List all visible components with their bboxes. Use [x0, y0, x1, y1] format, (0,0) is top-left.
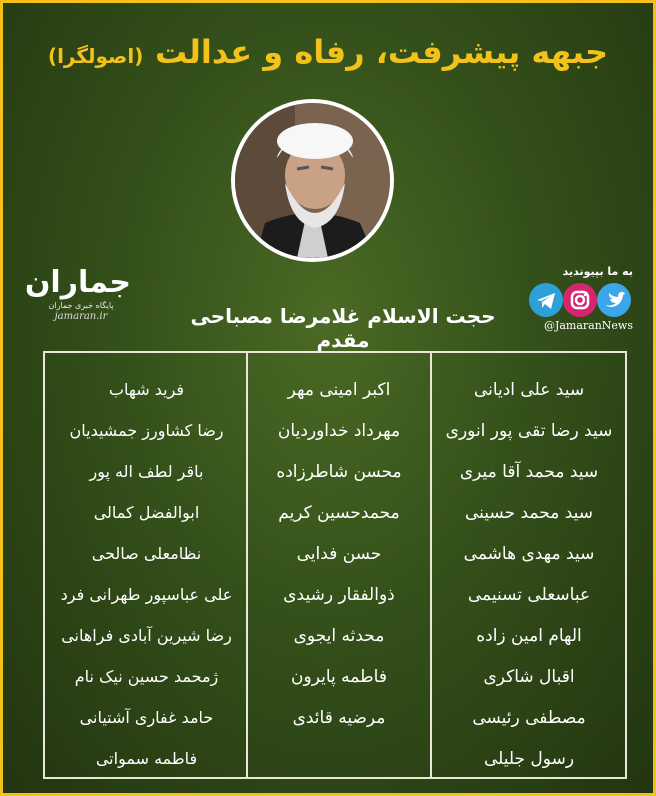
list-item: محسن شاطرزاده [276, 462, 402, 482]
list-item: رسول جلیلی [483, 749, 575, 769]
list-item: سید رضا تقی پور انوری [445, 421, 613, 441]
candidate-list-table [43, 351, 627, 779]
list-item: رضا کشاورز جمشیدیان [69, 421, 224, 440]
list-item: محدثه ایجوی [293, 626, 385, 646]
logo-tagline: پایگاه خبری جماران [48, 301, 114, 310]
logo-site: jamaran.ir [54, 311, 108, 322]
list-item: نظامعلی صالحی [91, 544, 202, 563]
telegram-icon[interactable] [529, 283, 563, 317]
list-item: محمدحسین کریم [278, 503, 400, 523]
list-item: سید مهدی هاشمی [463, 544, 595, 564]
list-item: مصطفی رئیسی [472, 708, 586, 728]
list-item: الهام امین زاده [476, 626, 582, 646]
list-item: حامد غفاری آشتیانی [79, 708, 214, 727]
list-item: فاطمه پایرون [291, 667, 387, 687]
header-title [3, 33, 653, 71]
twitter-icon[interactable] [597, 283, 631, 317]
social-links [529, 265, 633, 335]
instagram-icon[interactable] [563, 283, 597, 317]
list-item: علی عباسپور طهرانی فرد [60, 585, 233, 604]
list-item: ژمحمد حسین نیک نام [74, 667, 219, 686]
jamaran-logo [24, 265, 131, 335]
list-item: اکبر امینی مهر [287, 380, 391, 400]
list-item: مهرداد خداوردیان [277, 421, 401, 441]
candidate-name: حجت الاسلام غلامرضا مصباحی مقدم [190, 304, 496, 352]
social-icons [529, 281, 633, 319]
list-item: ذوالفقار رشیدی [283, 585, 395, 605]
social-handle[interactable]: @JamaranNews [543, 319, 633, 332]
list-item: سید محمد حسینی [464, 503, 594, 523]
logo-mark: جماران [24, 265, 131, 300]
list-item: سید علی ادیانی [473, 380, 585, 400]
list-item: حسن فدایی [296, 544, 382, 564]
list-item: باقر لطف اله پور [89, 462, 204, 481]
list-item: اقبال شاکری [483, 667, 575, 687]
list-item: سید محمد آقا میری [459, 462, 599, 482]
list-item: رضا شیرین آبادی فراهانی [61, 626, 232, 645]
candidate-portrait [231, 99, 394, 262]
portrait-image [235, 103, 390, 258]
list-item: ابوالفضل کمالی [93, 503, 200, 522]
list-item: فاطمه سمواتی [95, 749, 198, 768]
list-column-1 [433, 353, 625, 777]
list-item: عباسعلی تسنیمی [467, 585, 591, 605]
list-item: مرضیه قائدی [292, 708, 386, 728]
page-subtitle: (اصولگرا) [47, 44, 144, 68]
list-column-3 [45, 353, 248, 777]
follow-text: به ما بپیوندید [562, 265, 633, 278]
list-column-2 [246, 353, 432, 777]
page-title: جبهه پیشرفت، رفاه و عدالت [154, 33, 609, 71]
list-item: فرید شهاب [108, 380, 185, 399]
